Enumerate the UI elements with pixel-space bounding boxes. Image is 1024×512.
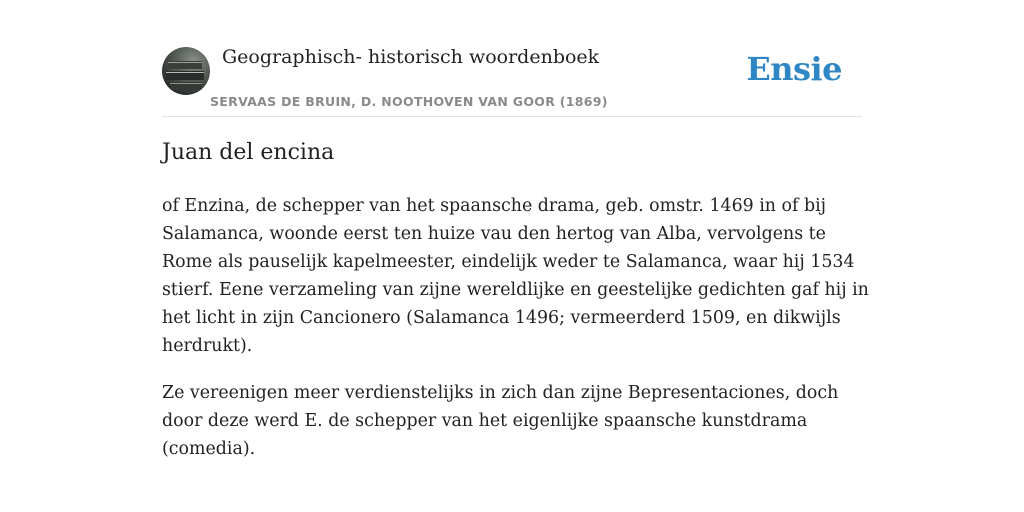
entry-paragraph: Ze vereenigen meer verdienstelijks in zich dan zijne Bepresentaciones, doch door deze werd E. de schepper van het eigenlijke spaansche kunstdrama (comedia). [162,383,839,459]
entry-title: Juan del encina [162,140,335,165]
brand-logo[interactable]: Ensie [746,50,842,88]
book-cover-icon[interactable] [162,47,210,95]
book-title[interactable]: Geographisch- historisch woordenboek [222,46,600,68]
book-author: SERVAAS DE BRUIN, D. NOOTHOVEN VAN GOOR (1869) [210,94,608,109]
entry-paragraph: of Enzina, de schepper van het spaansche drama, geb. omstr. 1469 in of bij Salamanca, woonde eerst ten huize vau den hertog van Alba, vervolgens te Rome als pauselijk kapelmeester, eindelijk weder te Salamanca, waar hij 1534 stierf. Eene verzameling van zijne wereldlijke en geestelijke gedichten gaf hij in het licht in zijn Cancionero (Salamanca 1496; vermeerderd 1509, en dikwijls herdrukt). [162,196,869,356]
book-header [162,40,862,117]
entry-body [162,192,872,482]
